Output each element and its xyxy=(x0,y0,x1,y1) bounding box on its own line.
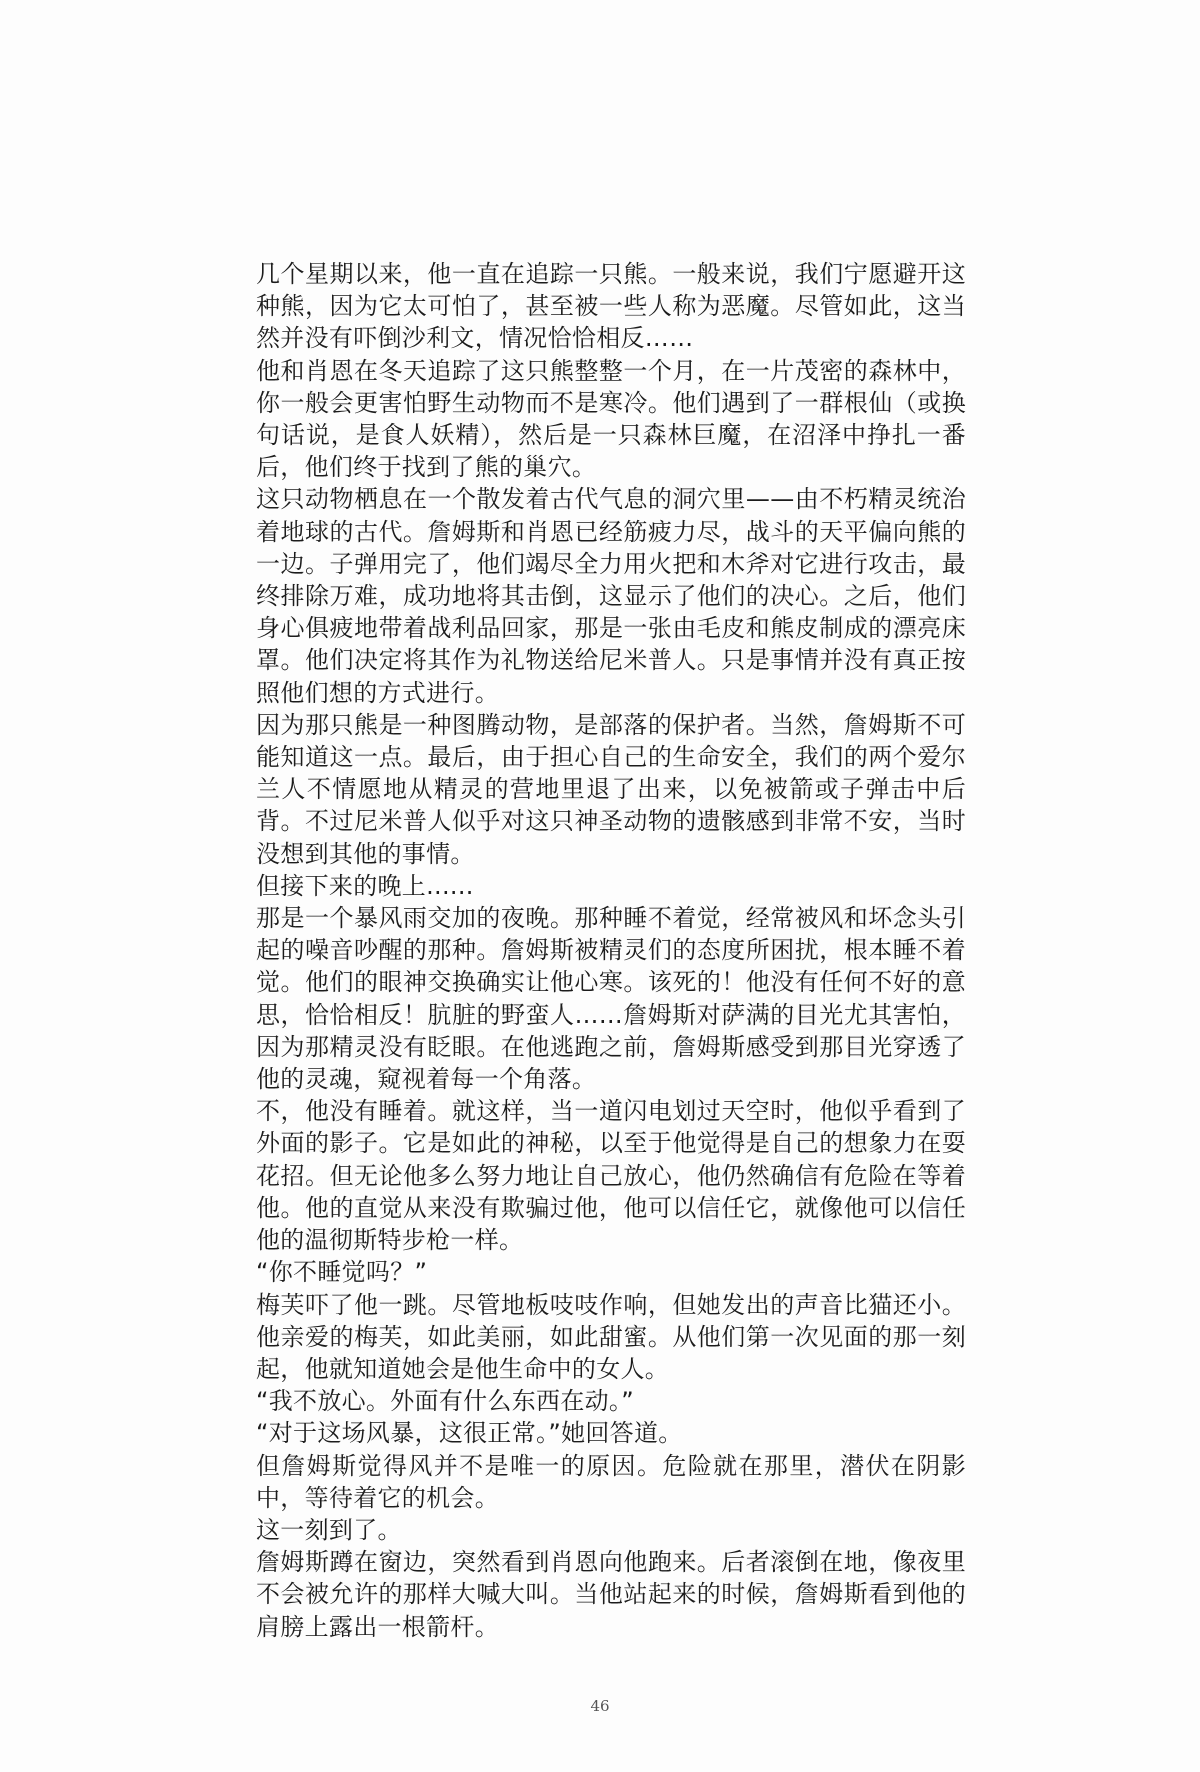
dialogue-line: “我不放心。外面有什么东西在动。” xyxy=(256,1387,634,1416)
paragraph: 但詹姆斯觉得风并不是唯一的原因。危险就在那里，潜伏在阴影中，等待着它的机会。 xyxy=(256,1451,966,1512)
paragraph: 因为那只熊是一种图腾动物，是部落的保护者。当然，詹姆斯不可能知道这一点。最后，由于担心自己的生命安全，我们的两个爱尔兰人不情愿地从精灵的营地里退了出来，以免被箭或子弹击中后背。不过尼米普人似乎对这只神圣动物的遗骸感到非常不安，当时没想到其他的事情。 xyxy=(256,710,966,868)
paragraph: 但接下来的晚上...... xyxy=(256,871,474,900)
paragraph: 詹姆斯蹲在窗边，突然看到肖恩向他跑来。后者滚倒在地，像夜里不会被允许的那样大喊大叫。当他站起来的时候，詹姆斯看到他的肩膀上露出一根箭杆。 xyxy=(256,1548,966,1641)
paragraph: 那是一个暴风雨交加的夜晚。那种睡不着觉，经常被风和坏念头引起的噪音吵醒的那种。詹姆斯被精灵们的态度所困扰，根本睡不着觉。他们的眼神交换确实让他心寒。该死的！他没有任何不好的意思，恰恰相反！肮脏的野蛮人……詹姆斯对萨满的目光尤其害怕，因为那精灵没有眨眼。在他逃跑之前，詹姆斯感受到那目光穿透了他的灵魂，窥视着每一个角落。 xyxy=(256,904,966,1094)
page-number: 46 xyxy=(590,1697,610,1715)
paragraph: 几个星期以来，他一直在追踪一只熊。一般来说，我们宁愿避开这种熊，因为它太可怕了，甚至被一些人称为恶魔。尽管如此，这当然并没有吓倒沙利文，情况恰恰相反…… xyxy=(256,260,966,353)
paragraph: 他和肖恩在冬天追踪了这只熊整整一个月，在一片茂密的森林中，你一般会更害怕野生动物而不是寒冷。他们遇到了一群根仙（或换句话说，是食人妖精），然后是一只森林巨魔，在沼泽中挣扎一番后，他们终于找到了熊的巢穴。 xyxy=(256,356,966,482)
paragraph: 不，他没有睡着。就这样，当一道闪电划过天空时，他似乎看到了外面的影子。它是如此的神秘，以至于他觉得是自己的想象力在耍花招。但无论他多么努力地让自己放心，他仍然确信有危险在等着他。他的直觉从来没有欺骗过他，他可以信任它，就像他可以信任他的温彻斯特步枪一样。 xyxy=(256,1097,966,1255)
paragraph: 这只动物栖息在一个散发着古代气息的洞穴里——由不朽精灵统治着地球的古代。詹姆斯和肖恩已经筋疲力尽，战斗的天平偏向熊的一边。子弹用完了，他们竭尽全力用火把和木斧对它进行攻击，最终排除万难，成功地将其击倒，这显示了他们的决心。之后，他们身心俱疲地带着战利品回家，那是一张由毛皮和熊皮制成的漂亮床罩。他们决定将其作为礼物送给尼米普人。只是事情并没有真正按照他们想的方式进行。 xyxy=(256,485,966,707)
dialogue-line: “你不睡觉吗？” xyxy=(256,1258,428,1287)
paragraph: 这一刻到了。 xyxy=(256,1515,402,1544)
body-text xyxy=(256,258,966,1643)
dialogue-line: “对于这场风暴，这很正常。”她回答道。 xyxy=(256,1419,683,1448)
paragraph: 梅芙吓了他一跳。尽管地板吱吱作响，但她发出的声音比猫还小。他亲爱的梅芙，如此美丽，如此甜蜜。从他们第一次见面的那一刻起，他就知道她会是他生命中的女人。 xyxy=(256,1290,966,1383)
